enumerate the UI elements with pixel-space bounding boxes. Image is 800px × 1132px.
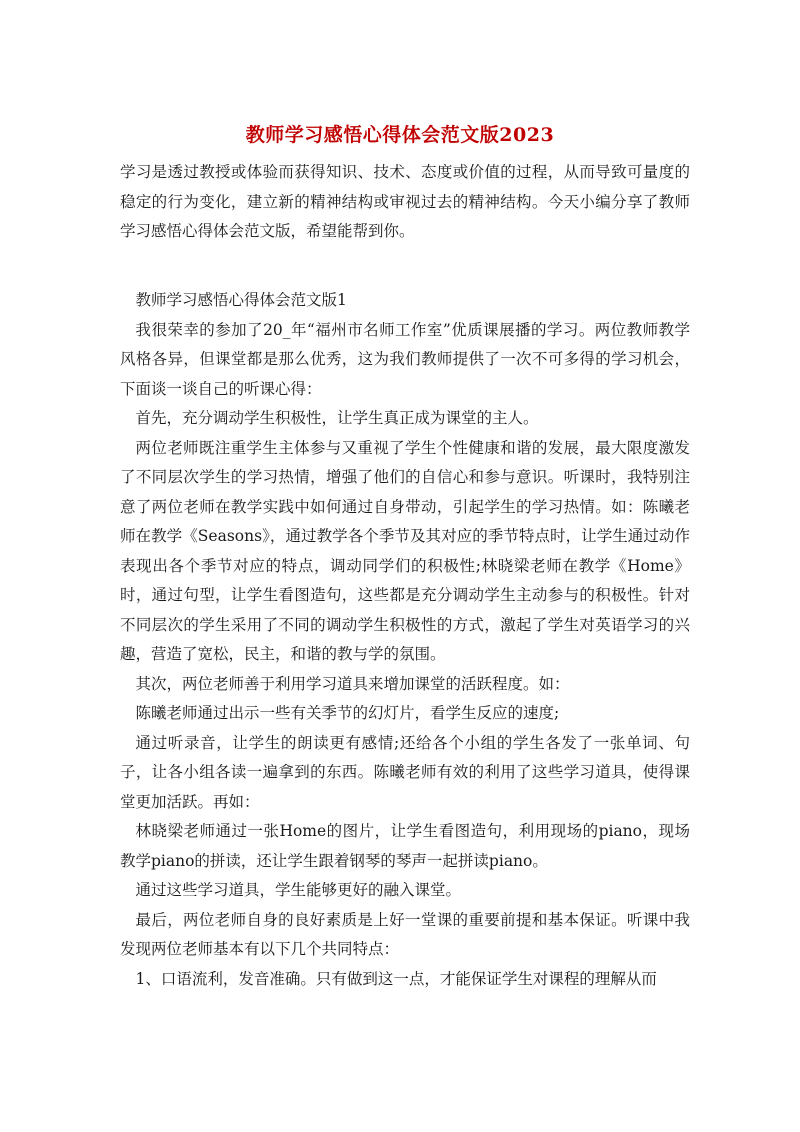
paragraph: 最后，两位老师自身的良好素质是上好一堂课的重要前提和基本保证。听课中我发现两位老师基本有以下几个共同特点： (120, 910, 690, 958)
paragraph: 陈曦老师通过出示一些有关季节的幻灯片，看学生反应的速度; (135, 704, 560, 722)
paragraph: 首先，充分调动学生积极性，让学生真正成为课堂的主人。 (135, 409, 539, 427)
paragraph: 通过这些学习道具，学生能够更好的融入课堂。 (135, 881, 462, 899)
paragraph: 其次，两位老师善于利用学习道具来增加课堂的活跃程度。如： (135, 674, 570, 693)
section-heading: 教师学习感悟心得体会范文版1 (135, 291, 347, 309)
article-body (120, 286, 690, 994)
intro-text: 学习是透过教授或体验而获得知识、技术、态度或价值的过程，从而导致可量度的稳定的行为变化，建立新的精神结构或审视过去的精神结构。今天小编分享了教师学习感悟心得体会范文版，希望能帮到你。 (120, 163, 690, 240)
paragraph: 两位老师既注重学生主体参与又重视了学生个性健康和谐的发展，最大限度激发了不同层次学生的学习热情，增强了他们的自信心和参与意识。听课时，我特别注意了两位老师在教学实践中如何通过自身带动，引起学生的学习热情。如：陈曦老师在教学《Seasons》，通过教学各个季节及其对应的季节特点时，让学生通过动作表现出各个季节对应的特点，调动同学们的积极性;林晓梁老师在教学《Home》时，通过句型，让学生看图造句，这些都是充分调动学生主动参与的积极性。针对不同层次的学生采用了不同的调动学生积极性的方式，激起了学生对英语学习的兴趣，营造了宽松，民主，和谐的教与学的氛围。 (120, 438, 690, 663)
page-title: 教师学习感悟心得体会范文版2023 (245, 124, 555, 146)
paragraph: 我很荣幸的参加了20_年“福州市名师工作室”优质课展播的学习。两位教师教学风格各异，但课堂都是那么优秀，这为我们教师提供了一次不可多得的学习机会，下面谈一谈自己的听课心得： (120, 320, 690, 398)
paragraph: 林晓梁老师通过一张Home的图片，让学生看图造句，利用现场的piano，现场教学piano的拼读，还让学生跟着钢琴的琴声一起拼读piano。 (120, 822, 690, 870)
paragraph: 通过听录音，让学生的朗读更有感情;还给各个小组的学生各发了一张单词、句子，让各小组各读一遍拿到的东西。陈曦老师有效的利用了这些学习道具，使得课堂更加活跃。再如： (120, 733, 690, 811)
paragraph: 1、口语流利，发音准确。只有做到这一点，才能保证学生对课程的理解从而 (135, 969, 657, 988)
intro-paragraph (120, 158, 690, 247)
